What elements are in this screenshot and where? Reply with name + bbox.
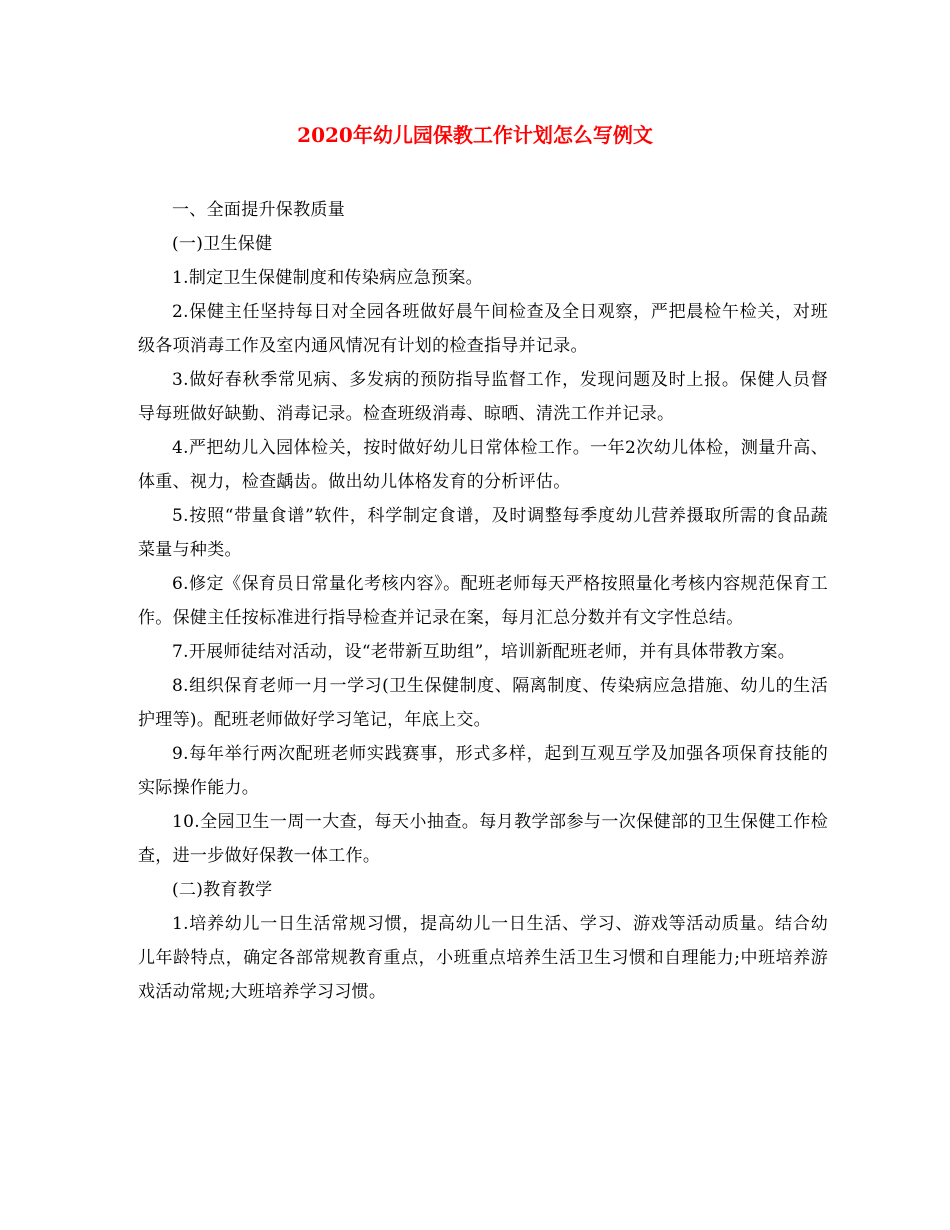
paragraph: 1.培养幼儿一日生活常规习惯，提高幼儿一日生活、学习、游戏等活动质量。结合幼儿年龄特点，确定各部常规教育重点，小班重点培养生活卫生习惯和自理能力;中班培养游戏活动常规;大班培养学习习惯。	[138, 914, 828, 1002]
paragraph: 3.做好春秋季常见病、多发病的预防指导监督工作，发现问题及时上报。保健人员督导每班做好缺勤、消毒记录。检查班级消毒、晾晒、清洗工作并记录。	[138, 370, 828, 424]
paragraph: 8.组织保育老师一月一学习(卫生保健制度、隔离制度、传染病应急措施、幼儿的生活护理等)。配班老师做好学习笔记，年底上交。	[138, 676, 828, 730]
paragraph: 2.保健主任坚持每日对全园各班做好晨午间检查及全日观察，严把晨检午检关，对班级各项消毒工作及室内通风情况有计划的检查指导并记录。	[138, 302, 828, 356]
paragraph: 1.制定卫生保健制度和传染病应急预案。	[172, 268, 483, 288]
paragraph-subsection-heading: (一)卫生保健	[172, 234, 273, 254]
paragraph: 7.开展师徒结对活动，设“老带新互助组”，培训新配班老师，并有具体带教方案。	[172, 642, 795, 662]
paragraph-subsection-heading: (二)教育教学	[172, 880, 273, 900]
paragraph: 10.全园卫生一周一大查，每天小抽查。每月教学部参与一次保健部的卫生保健工作检查，进一步做好保教一体工作。	[138, 812, 828, 866]
paragraph: 4.严把幼儿入园体检关，按时做好幼儿日常体检工作。一年2次幼儿体检，测量升高、体重、视力，检查龋齿。做出幼儿体格发育的分析评估。	[138, 438, 828, 492]
document-title: 2020年幼儿园保教工作计划怎么写例文	[297, 123, 653, 147]
paragraph: 9.每年举行两次配班老师实践赛事，形式多样，起到互观互学及加强各项保育技能的实际操作能力。	[138, 744, 828, 798]
document-body	[138, 193, 828, 1009]
paragraph: 5.按照“带量食谱”软件，科学制定食谱，及时调整每季度幼儿营养摄取所需的食品蔬菜量与种类。	[138, 506, 828, 560]
paragraph: 6.修定《保育员日常量化考核内容》。配班老师每天严格按照量化考核内容规范保育工作。保健主任按标准进行指导检查并记录在案，每月汇总分数并有文字性总结。	[138, 574, 828, 628]
paragraph-section-heading: 一、全面提升保教质量	[172, 200, 345, 220]
